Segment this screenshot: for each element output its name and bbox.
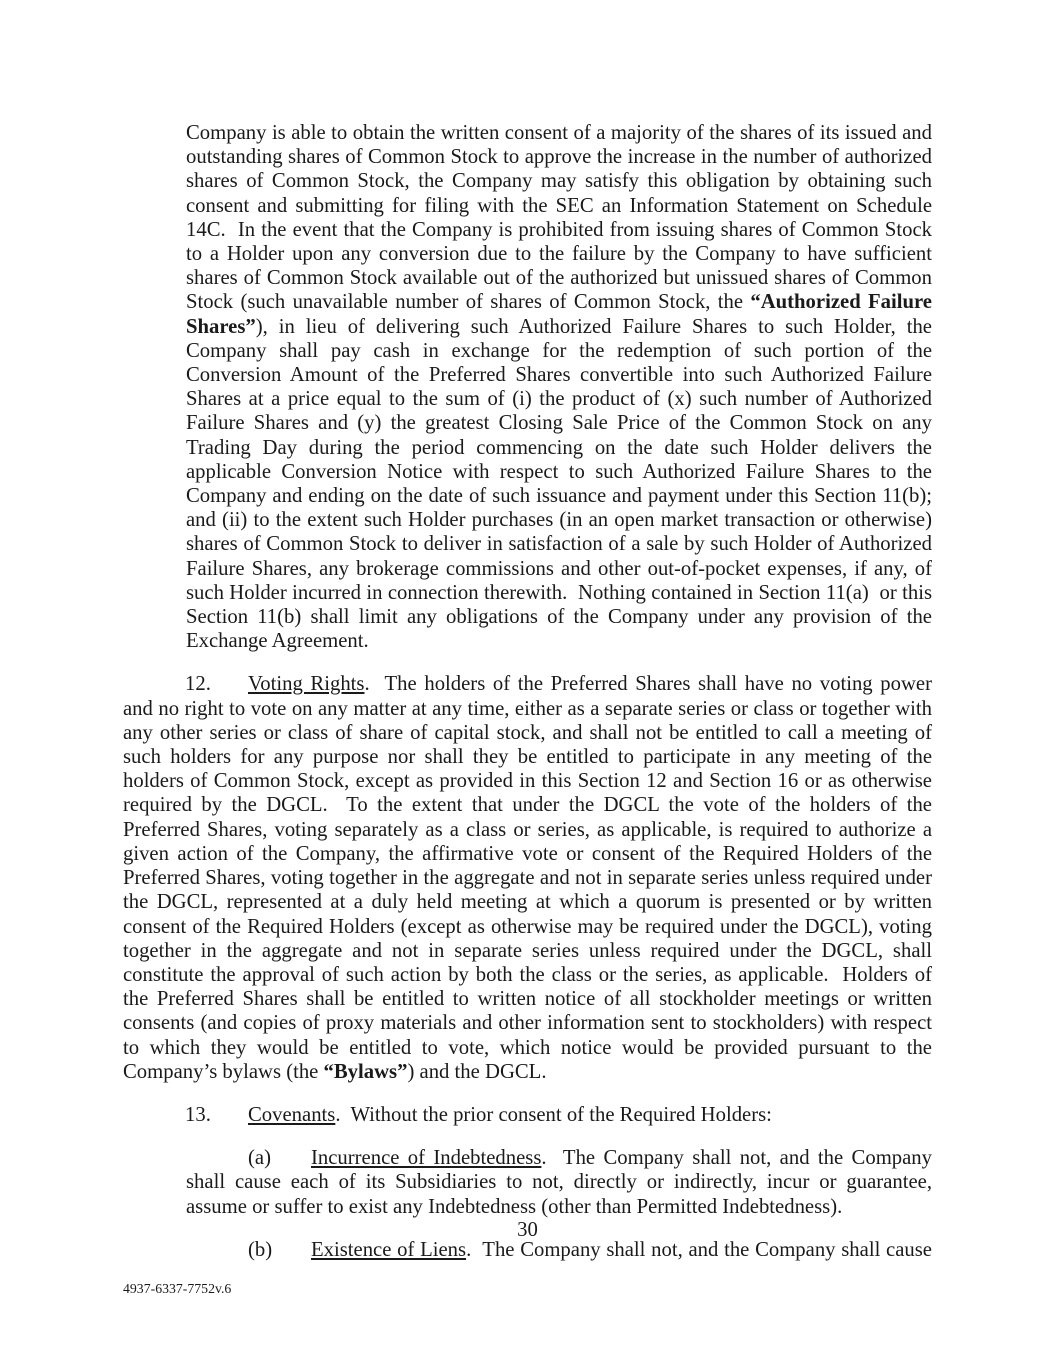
list-number: (a) (248, 1147, 271, 1170)
paragraph-section-12-voting-rights (123, 672, 932, 1083)
list-number: (b) (248, 1238, 273, 1261)
underlined-heading: Voting Rights (248, 673, 365, 696)
text-run: . The Company shall not, and the Company shall cause (466, 1238, 932, 1261)
document-body (123, 121, 932, 1281)
text-run: . Without the prior consent of the Required Holders: (335, 1103, 772, 1126)
text-run: . The Company shall not, and the Company shall cause each of its Subsidiaries to not, directly or indirectly, incur or guarantee, assume or suffer to exist any Indebtedness (other than Permitted Indebtedness). (186, 1147, 932, 1218)
paragraph-section-13-covenants (123, 1103, 932, 1127)
underlined-heading: Incurrence of Indebtedness (311, 1147, 542, 1170)
paragraph-13a-incurrence-of-indebtedness (186, 1146, 932, 1219)
page-number: 30 (517, 1219, 538, 1241)
text-run: Company is able to obtain the written consent of a majority of the shares of its issued and outstanding shares of Common Stock to approve the increase in the number of authorized shares of Common Stock, the Company may satisfy this obligation by obtaining such consent and submitting for filing with the SEC an Information Statement on Schedule 14C. In the event that the Company is prohibited from issuing shares of Common Stock to a Holder upon any conversion due to the failure by the Company to have sufficient shares of Common Stock available out of the authorized but unissued shares of Common Stock (such unavailable number of shares of Common Stock, the (186, 122, 932, 314)
paragraph-authorized-failure-shares-continuation (186, 121, 932, 653)
text-run: ) and the DGCL. (407, 1060, 547, 1083)
list-number: 12. (185, 673, 211, 696)
bold-defined-term: “Authorized Failure Shares” (186, 291, 932, 338)
text-run: ), in lieu of delivering such Authorized Failure Shares to such Holder, the Company shall pay cash in exchange for the redemption of such portion of the Conversion Amount of the Preferred Shares convertible into such Authorized Failure Shares at a price equal to the sum of (i) the product of (x) such number of Authorized Failure Shares and (y) the greatest Closing Sale Price of the Common Stock on any Trading Day during the period commencing on the date such Holder delivers the applicable Conversion Notice with respect to such Authorized Failure Shares to the Company and ending on the date of such issuance and payment under this Section 11(b); and (ii) to the extent such Holder purchases (in an open market transaction or otherwise) shares of Common Stock to deliver in satisfaction of a sale by such Holder of Authorized Failure Shares, any brokerage commissions and other out-of-pocket expenses, if any, of such Holder incurred in connection therewith. Nothing contained in Section 11(a) or this Section 11(b) shall limit any obligations of the Company under any provision of the Exchange Agreement. (186, 315, 932, 653)
underlined-heading: Existence of Liens (311, 1238, 467, 1261)
underlined-heading: Covenants (248, 1103, 336, 1126)
document-version-id: 4937-6337-7752v.6 (123, 1281, 232, 1296)
bold-defined-term: “Bylaws” (323, 1060, 408, 1083)
list-number: 13. (185, 1103, 211, 1126)
text-run: . The holders of the Preferred Shares shall have no voting power and no right to vote on any matter at any time, either as a separate series or class or together with any other series or class of share of capital stock, and shall not be entitled to call a meeting of such holders for any purpose nor shall they be entitled to participate in any meeting of the holders of Common Stock, except as provided in this Section 12 and Section 16 or as otherwise required by the DGCL. To the extent that under the DGCL the vote of the holders of the Preferred Shares, voting separately as a class or series, as applicable, is required to authorize a given action of the Company, the affirmative vote or consent of the Required Holders of the Preferred Shares, voting together in the aggregate and not in separate series unless required under the DGCL, represented at a duly held meeting at which a quorum is presented or by written consent of the Required Holders (except as otherwise may be required under the DGCL), voting together in the aggregate and not in separate series unless required under the DGCL, shall constitute the approval of such action by both the class or the series, as applicable. Holders of the Preferred Shares shall be entitled to written notice of all stockholder meetings or written consents (and copies of proxy materials and other information sent to stockholders) with respect to which they would be entitled to vote, which notice would be provided pursuant to the Company’s bylaws (the (123, 673, 932, 1083)
